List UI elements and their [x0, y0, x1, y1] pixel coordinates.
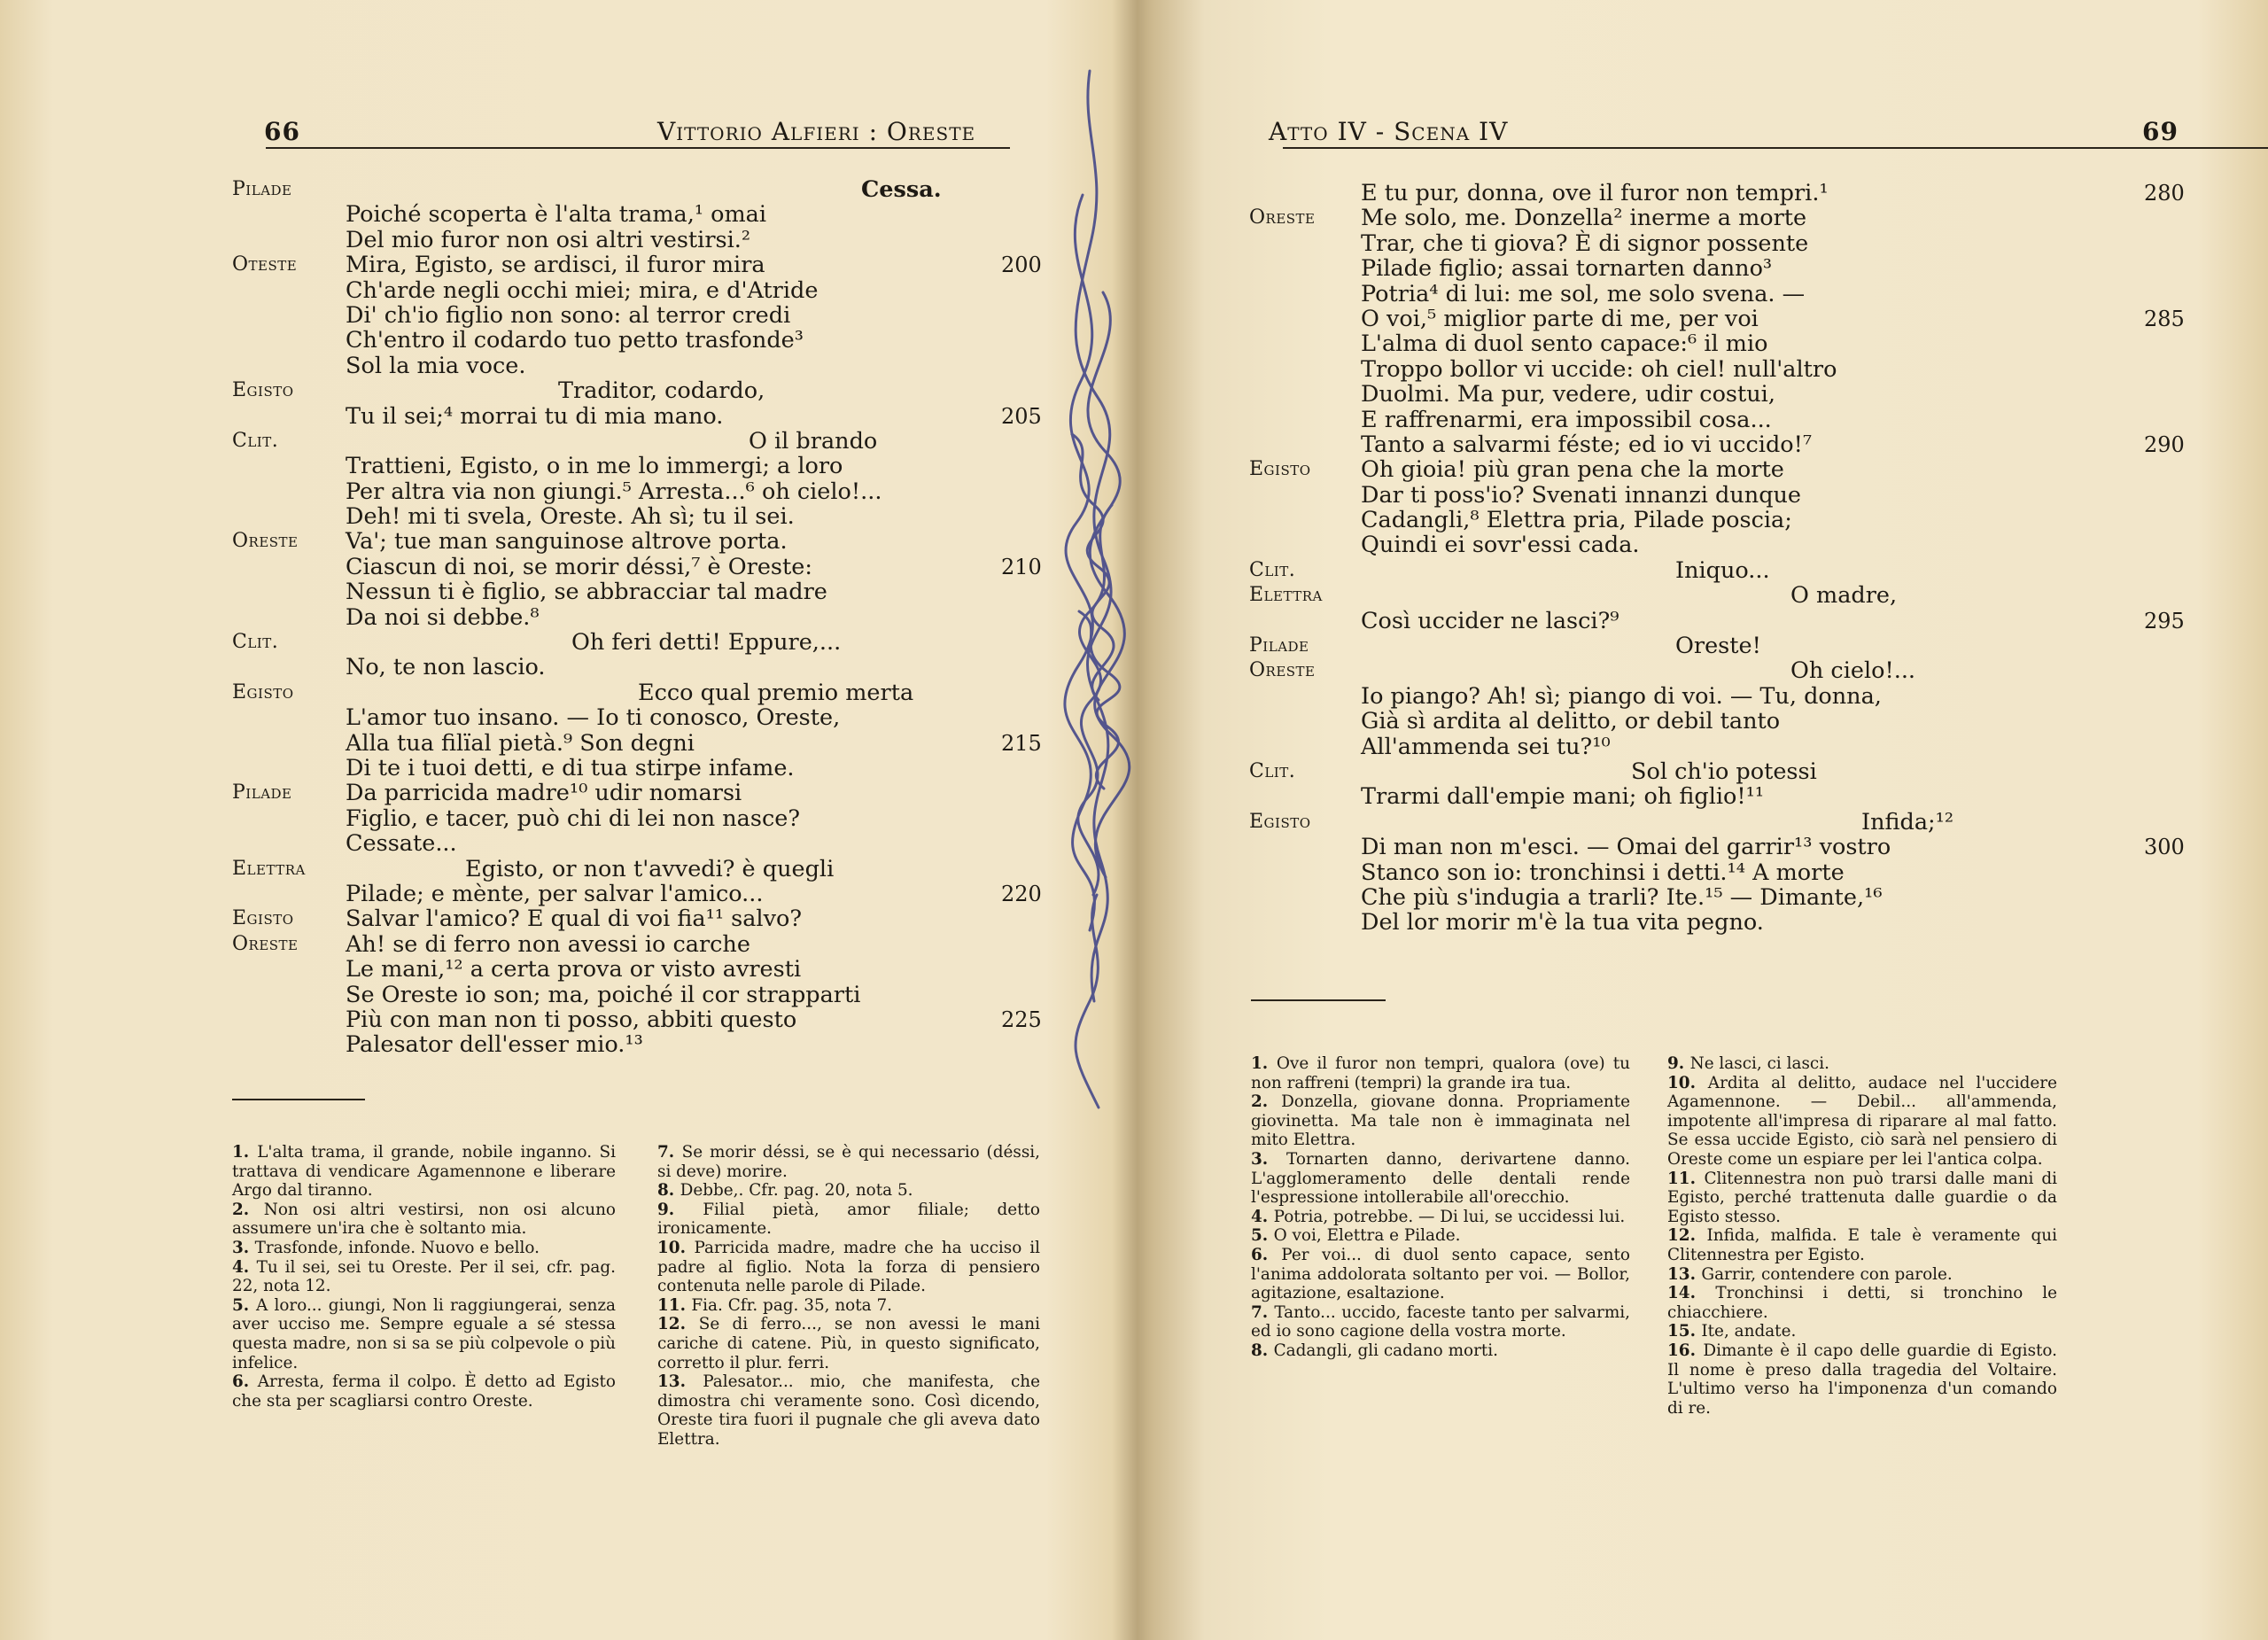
verse-line [1249, 408, 2144, 432]
verse-line [1249, 658, 2144, 683]
verse-text: Che più s'indugia a trarli? Ite.¹⁵ — Dimante,¹⁶ [1361, 883, 1883, 911]
footnote-number: 5. [1251, 1226, 1274, 1246]
speaker-name: Egisto [232, 907, 294, 930]
footnote-text: Parricida madre, madre che ha ucciso il padre al figlio. Nota la forza di pensiero contenuta nelle parole di Pilade. [657, 1238, 1041, 1296]
verse-line [1249, 759, 2144, 784]
verse-text: E raffrenarmi, era impossibil cosa... [1361, 406, 1772, 433]
speaker-name: Clit. [1249, 759, 1296, 782]
verse-text: Me solo, me. Donzella² inerme a morte [1361, 205, 1807, 232]
verse-text: Traditor, codardo, [558, 377, 765, 405]
footnote-text: Donzella, giovane donna. Propriamente giovinetta. Ma tale non è immaginata nel mito Elettra. [1251, 1092, 1630, 1150]
verse-line [1249, 860, 2144, 885]
verse-line [1249, 910, 2144, 935]
footnote-number: 6. [232, 1372, 258, 1392]
footnote [232, 1239, 616, 1258]
speaker-name: Elettra [1249, 584, 1323, 607]
verse-text: Le mani,¹² a certa prova or visto avresti [346, 956, 802, 983]
verse-text: Oh cielo!... [1790, 657, 1916, 685]
right-footnote-rule [1251, 999, 1386, 1001]
speaker-name: Oreste [1249, 659, 1316, 682]
footnote-number: 13. [657, 1372, 703, 1392]
line-number: 205 [1001, 403, 1042, 429]
speaker-name: Clit. [1249, 558, 1296, 581]
speaker-name: Oreste [232, 932, 299, 955]
footnote [232, 1296, 616, 1372]
verse-text: Ecco qual premio merta [638, 679, 914, 706]
speaker-name: Pilade [232, 781, 292, 804]
footnote-text: Tronchinsi i detti, si tronchino le chiacchiere. [1667, 1284, 2057, 1322]
verse-text: Figlio, e tacer, può chi di lei non nasce? [346, 804, 800, 832]
footnote [1667, 1170, 2057, 1227]
footnote-text: Arresta, ferma il colpo. È detto ad Egisto che sta per scagliarsi contro Oreste. [232, 1372, 616, 1411]
verse-line [232, 1007, 1056, 1032]
footnote-number: 12. [657, 1315, 699, 1334]
footnote [1251, 1092, 1630, 1150]
footnote-number: 3. [232, 1238, 255, 1257]
verse-text: Ch'arde negli occhi miei; mira, e d'Atride [346, 276, 819, 304]
footnote-number: 3. [1251, 1149, 1286, 1169]
footnote-number: 13. [1667, 1264, 1702, 1284]
ink-scribble [1028, 62, 1152, 1143]
verse-text: Pilade figlio; assai tornarten danno³ [1361, 255, 1773, 283]
verse-text: No, te non lascio. [346, 654, 546, 681]
verse-text: Nessun ti è figlio, se abbracciar tal madre [346, 579, 827, 606]
verse-line [1249, 885, 2144, 910]
left-page-number: 66 [264, 117, 300, 146]
right-notes-column-2 [1667, 1054, 2057, 1418]
left-verse-block [232, 177, 1056, 1058]
verse-text: Già sì ardita al delitto, or debil tanto [1361, 708, 1781, 735]
verse-text: Oreste! [1675, 633, 1761, 660]
verse-line [1249, 180, 2185, 206]
left-running-head [266, 117, 1010, 149]
verse-text: Palesator dell'esser mio.¹³ [346, 1031, 643, 1059]
footnote [1667, 1054, 2057, 1074]
verse-text: Duolmi. Ma pur, vedere, udir costui, [1361, 381, 1775, 408]
verse-text: Ah! se di ferro non avessi io carche [346, 930, 750, 958]
verse-text: Da noi si debbe.⁸ [346, 603, 540, 631]
verse-line [232, 680, 1056, 705]
footnote [657, 1315, 1040, 1372]
line-number: 225 [1001, 1007, 1042, 1032]
speaker-name: Pilade [1249, 634, 1309, 657]
verse-text: Mira, Egisto, se ardisci, il furor mira [346, 252, 765, 279]
footnote-number: 2. [232, 1200, 264, 1219]
footnote-number: 5. [232, 1295, 256, 1315]
footnote-number: 4. [1251, 1207, 1274, 1226]
footnote [657, 1296, 1040, 1316]
footnote-text: Palesator... mio, che manifesta, che dimostra chi veramente sono. Così dicendo, Oreste tira fuori il pugnale che gli aveva dato Elettra. [657, 1372, 1040, 1449]
speaker-name: Clit. [232, 429, 279, 452]
verse-text: Di te i tuoi detti, e di tua stirpe infame. [346, 754, 795, 781]
footnote-number: 10. [657, 1238, 695, 1257]
verse-line [232, 756, 1056, 781]
footnote-number: 15. [1667, 1322, 1702, 1341]
footnote [232, 1372, 616, 1411]
line-number: 295 [2144, 608, 2185, 633]
verse-text: Egisto, or non t'avvedi? è quegli [465, 855, 835, 882]
footnote [232, 1143, 616, 1201]
speaker-name: Egisto [1249, 458, 1311, 481]
footnote [1667, 1322, 2057, 1341]
footnote-number: 7. [657, 1143, 682, 1162]
footnote-text: Tu il sei, sei tu Oreste. Per il sei, cfr. pag. 22, nota 12. [232, 1257, 616, 1296]
verse-line [232, 354, 1056, 378]
verse-line [232, 504, 1056, 529]
verse-text: Ciascun di noi, se morir déssi,⁷ è Oreste: [346, 553, 812, 580]
verse-text: O il brando [749, 427, 878, 455]
verse-line [1249, 357, 2144, 382]
verse-line [232, 479, 1056, 504]
verse-text: Se Oreste io son; ma, poiché il cor strapparti [346, 981, 861, 1008]
verse-line [1249, 457, 2144, 482]
verse-text: Tu il sei;⁴ morrai tu di mia mano. [346, 402, 724, 430]
verse-line [232, 705, 1056, 730]
footnote-text: A loro... giungi, Non li raggiungerai, senza aver ucciso me. Sempre eguale a sé stessa questa madre, non si sa se più colpevole o più infelice. [232, 1295, 616, 1372]
footnote-text: Filial pietà, amor filiale; detto ironicamente. [657, 1200, 1040, 1239]
verse-line [232, 253, 1056, 277]
verse-text: Così uccider ne lasci?⁹ [1361, 607, 1619, 634]
footnote-text: L'alta trama, il grande, nobile inganno. Si trattava di vendicare Agamennone e liberare Argo dal tiranno. [232, 1143, 617, 1201]
footnote [657, 1143, 1040, 1181]
speaker-name: Oreste [1249, 206, 1316, 229]
verse-line [232, 177, 1056, 202]
verse-line [232, 328, 1056, 353]
line-number: 290 [2144, 431, 2185, 457]
footnote-number: 1. [1251, 1054, 1277, 1073]
verse-line [1249, 583, 2144, 608]
left-notes-column-1 [232, 1143, 616, 1411]
footnote-text: O voi, Elettra e Pilade. [1273, 1226, 1461, 1246]
line-number: 200 [1001, 253, 1042, 278]
footnote-text: Se morir déssi, se è qui necessario (déssi, si deve) morire. [657, 1143, 1040, 1181]
footnote-text: Ite, andate. [1701, 1322, 1797, 1341]
verse-text: Più con man non ti posso, abbiti questo [346, 1006, 797, 1033]
line-number: 280 [2144, 181, 2185, 206]
footnote [1251, 1303, 1630, 1341]
left-running-title: Vittorio Alfieri : Oreste [657, 117, 976, 146]
verse-text: Da parricida madre¹⁰ udir nomarsi [346, 780, 742, 807]
footnote [1251, 1054, 1630, 1092]
footnote-text: Potria, potrebbe. — Di lui, se uccidessi lui. [1273, 1207, 1626, 1226]
left-notes-column-2 [657, 1143, 1040, 1450]
footnote-text: Debbe,. Cfr. pag. 20, nota 5. [680, 1181, 913, 1201]
footnote-text: Per voi... di duol sento capace, sento l'anima addolorata soltanto per voi. — Bollor, agitazione, esaltazione. [1251, 1245, 1630, 1303]
verse-text: Tanto a salvarmi féste; ed io vi uccido!⁷ [1361, 431, 1813, 458]
footnote-text: Non osi altri vestirsi, non osi alcuno assumere un'ira che è soltanto mia. [232, 1200, 616, 1239]
verse-line [1249, 810, 2144, 835]
verse-text: Di' ch'io figlio non sono: al terror credi [346, 301, 791, 329]
verse-text: Cessate... [346, 830, 457, 858]
footnote-text: Clitennestra non può trarsi dalle mani di Egisto, perché trattenuta dalle guardie o da Egisto stesso. [1667, 1169, 2057, 1226]
footnote-text: Dimante è il capo delle guardie di Egisto. Il nome è preso dalla tragedia del Voltaire. L'ultimo verso ha l'imponenza d'un comando di re. [1667, 1341, 2057, 1418]
right-page [1136, 0, 2268, 1640]
footnote-number: 10. [1667, 1073, 1708, 1092]
verse-text: Alla tua filïal pietà.⁹ Son degni [346, 729, 695, 757]
verse-line [232, 906, 1056, 931]
verse-line [1249, 709, 2144, 734]
footnote-text: Tanto... uccido, faceste tanto per salvarmi, ed io sono cagione della vostra morte. [1251, 1302, 1630, 1341]
footnote-text: Infida, malfida. E tale è veramente qui Clitennestra per Egisto. [1667, 1226, 2057, 1264]
footnote-number: 8. [657, 1181, 680, 1201]
verse-line [1249, 305, 2185, 332]
verse-line [1249, 483, 2144, 508]
footnote [1251, 1341, 1630, 1361]
footnote [657, 1372, 1040, 1449]
verse-line [232, 831, 1056, 856]
verse-line [232, 278, 1056, 303]
footnote [1667, 1284, 2057, 1322]
speaker-name: Oteste [232, 253, 298, 276]
verse-line [232, 404, 1056, 429]
footnote-text: Fia. Cfr. pag. 35, nota 7. [691, 1295, 893, 1315]
verse-line [1249, 684, 2144, 709]
verse-line [232, 983, 1056, 1007]
footnote [657, 1201, 1040, 1239]
verse-line [1249, 231, 2144, 256]
footnote-number: 9. [657, 1200, 703, 1219]
footnote [1667, 1265, 2057, 1285]
stage-word: Cessa. [861, 176, 942, 203]
footnote-number: 12. [1667, 1226, 1707, 1246]
verse-line [232, 605, 1056, 630]
speaker-name: Elettra [232, 857, 306, 880]
verse-line [232, 529, 1056, 554]
footnote [232, 1201, 616, 1239]
footnote-number: 2. [1251, 1092, 1282, 1112]
verse-text: Troppo bollor vi uccide: oh ciel! null'altro [1361, 355, 1837, 383]
verse-line [1249, 532, 2144, 557]
verse-text: Sol ch'io potessi [1631, 758, 1817, 785]
footnote-text: Cadangli, gli cadano morti. [1273, 1341, 1499, 1360]
verse-line [232, 378, 1056, 403]
verse-line [232, 579, 1056, 604]
footnote-text: Trasfonde, infonde. Nuovo e bello. [254, 1238, 540, 1257]
speaker-name: Egisto [232, 379, 294, 402]
verse-text: Io piango? Ah! sì; piango di voi. — Tu, donna, [1361, 682, 1882, 710]
right-running-title: Atto IV - Scena IV [1269, 117, 1509, 146]
footnote-number: 11. [1667, 1169, 1705, 1188]
verse-text: O voi,⁵ miglior parte di me, per voi [1361, 305, 1759, 332]
verse-line [1249, 834, 2185, 861]
footnote-text: Ne lasci, ci lasci. [1689, 1054, 1829, 1073]
verse-line [1249, 206, 2144, 230]
verse-line [1249, 282, 2144, 307]
speaker-name: Egisto [232, 680, 294, 703]
footnote [1667, 1341, 2057, 1418]
footnote [657, 1239, 1040, 1296]
footnote-number: 11. [657, 1295, 692, 1315]
verse-text: Salvar l'amico? E qual di voi fia¹¹ salvo? [346, 905, 803, 933]
verse-text: L'alma di duol sento capace:⁶ il mio [1361, 330, 1768, 358]
left-footnote-rule [232, 1099, 365, 1100]
verse-line [232, 1032, 1056, 1057]
verse-line [232, 228, 1056, 253]
speaker-name: Egisto [1249, 810, 1311, 833]
verse-line [1249, 784, 2144, 809]
verse-line [232, 932, 1056, 957]
footnote-number: 9. [1667, 1054, 1690, 1073]
verse-text: Stanco son io: tronchinsi i detti.¹⁴ A morte [1361, 859, 1845, 886]
verse-line [232, 655, 1056, 680]
footnote-number: 1. [232, 1143, 258, 1162]
footnote-text: Garrir, contendere con parole. [1701, 1264, 1953, 1284]
footnote [1251, 1226, 1630, 1246]
verse-line [232, 857, 1056, 882]
footnote [232, 1258, 616, 1296]
verse-line [1249, 735, 2144, 759]
verse-text: Iniquo... [1675, 556, 1770, 584]
verse-text: Cadangli,⁸ Elettra pria, Pilade poscia; [1361, 507, 1792, 534]
verse-line [232, 202, 1056, 227]
verse-line [232, 555, 1056, 579]
verse-text: All'ammenda sei tu?¹⁰ [1361, 733, 1611, 760]
verse-line [232, 429, 1056, 454]
verse-text: Di man non m'esci. — Omai del garrir¹³ vostro [1361, 834, 1891, 861]
verse-text: Trar, che ti giova? È di signor possente [1361, 229, 1809, 257]
footnote-text: Ardita al delitto, audace nel l'uccidere Agamennone. — Debil... all'ammenda, impotente all'impresa di riparare al mal fatto. Se essa uccide Egisto, ciò sarà nel pensiero di Oreste come un espiare per lei l'antica colpa. [1667, 1073, 2057, 1169]
speaker-name: Oreste [232, 530, 299, 553]
footnote-text: Se di ferro..., se non avessi le mani cariche di catene. Più, in questo significato, corretto il plur. ferri. [657, 1315, 1040, 1372]
footnote [1251, 1208, 1630, 1227]
verse-line [1249, 633, 2144, 658]
verse-text: Infida;¹² [1861, 808, 1954, 836]
line-number: 215 [1001, 730, 1042, 756]
verse-line [232, 454, 1056, 478]
verse-text: O madre, [1790, 582, 1898, 610]
verse-text: Poiché scoperta è l'alta trama,¹ omai [346, 201, 767, 229]
footnote [1667, 1074, 2057, 1170]
verse-text: Del mio furor non osi altri vestirsi.² [346, 226, 751, 253]
speaker-name: Pilade [232, 178, 292, 200]
verse-text: Potria⁴ di lui: me sol, me solo svena. — [1361, 280, 1806, 307]
verse-text: Per altra via non giungi.⁵ Arresta...⁶ oh cielo!... [346, 478, 882, 505]
line-number: 220 [1001, 881, 1042, 906]
right-notes-column-1 [1251, 1054, 1630, 1361]
verse-text: Oh gioia! più gran pena che la morte [1361, 456, 1784, 484]
verse-line [232, 630, 1056, 655]
verse-text: Pilade; e mènte, per salvar l'amico... [346, 880, 764, 907]
footnote [657, 1181, 1040, 1201]
footnote-text: Tornarten danno, derivartene danno. L'agglomeramento delle dentali rende l'espressione intollerabile all'orecchio. [1251, 1149, 1630, 1208]
verse-line [232, 781, 1056, 805]
footnote [1251, 1150, 1630, 1208]
line-number: 210 [1001, 554, 1042, 579]
verse-text: L'amor tuo insano. — Io ti conosco, Oreste, [346, 704, 841, 732]
verse-text: Trattieni, Egisto, o in me lo immergi; a loro [346, 453, 843, 480]
verse-line [1249, 431, 2185, 458]
footnote-number: 16. [1667, 1341, 1704, 1360]
footnote-number: 4. [232, 1257, 257, 1277]
verse-text: E tu pur, donna, ove il furor non tempri.¹ [1361, 180, 1829, 206]
verse-line [1249, 558, 2144, 583]
verse-line [1249, 607, 2185, 634]
footnote-number: 8. [1251, 1341, 1274, 1360]
verse-text: Sol la mia voce. [346, 352, 526, 379]
verse-line [1249, 256, 2144, 281]
right-verse-block [1249, 180, 2185, 937]
verse-line [232, 303, 1056, 328]
verse-text: Deh! mi ti svela, Oreste. Ah sì; tu il sei. [346, 503, 795, 531]
verse-line [1249, 331, 2144, 356]
right-page-number: 69 [2142, 117, 2179, 146]
line-number: 285 [2144, 306, 2185, 331]
verse-line [232, 731, 1056, 756]
verse-line [232, 882, 1056, 906]
footnote [1667, 1226, 2057, 1264]
verse-line [232, 957, 1056, 982]
verse-text: Trarmi dall'empie mani; oh figlio!¹¹ [1361, 783, 1765, 811]
right-running-head [1269, 117, 2268, 149]
verse-line [232, 806, 1056, 831]
footnote-number: 6. [1251, 1245, 1282, 1264]
verse-text: Oh feri detti! Eppure,... [571, 629, 842, 657]
verse-text: Ch'entro il codardo tuo petto trasfonde³ [346, 327, 804, 354]
footnote-number: 7. [1251, 1302, 1275, 1322]
verse-text: Dar ti poss'io? Svenati innanzi dunque [1361, 481, 1802, 509]
verse-text: Del lor morir m'è la tua vita pegno. [1361, 909, 1764, 937]
footnote-number: 14. [1667, 1284, 1716, 1303]
footnote-text: Ove il furor non tempri, qualora (ove) tu non raffreni (tempri) la grande ira tua. [1251, 1054, 1630, 1092]
footnote [1251, 1246, 1630, 1303]
verse-line [1249, 508, 2144, 532]
line-number: 300 [2144, 835, 2185, 860]
verse-text: Quindi ei sovr'essi cada. [1361, 532, 1640, 559]
verse-text: Va'; tue man sanguinose altrove porta. [346, 528, 788, 556]
speaker-name: Clit. [232, 631, 279, 654]
verse-line [1249, 382, 2144, 407]
